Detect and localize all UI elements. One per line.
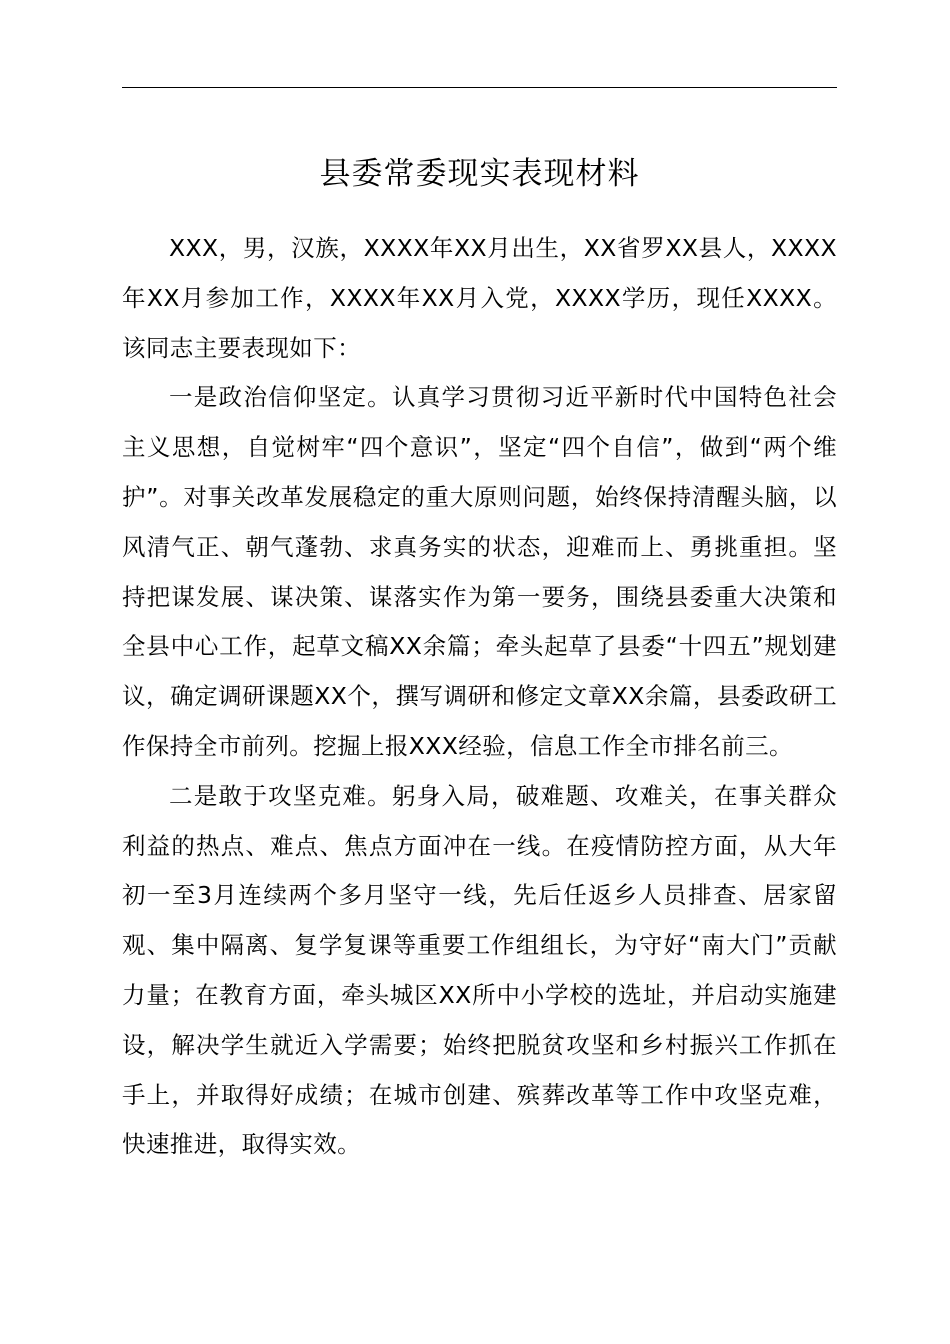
paragraph-overcoming-difficulties: 二是敢于攻坚克难。躬身入局，破难题、攻难关，在事关群众利益的热点、难点、焦点方面冲在一线。在疫情防控方面，从大年初一至3月连续两个多月坚守一线，先后任返乡人员排查、居家留观、集中隔离、复学复课等重要工作组组长，为守好“南大门”贡献力量；在教育方面，牵头城区XX所中小学校的选址，并启动实施建设，解决学生就近入学需要；始终把脱贫攻坚和乡村振兴工作抓在手上，并取得好成绩；在城市创建、殡葬改革等工作中攻坚克难，快速推进，取得实效。 bbox=[122, 781, 837, 1159]
paragraph-intro: XXX，男，汉族，XXXX年XX月出生，XX省罗XX县人，XXXX年XX月参加工作，XXXX年XX月入党，XXXX学历，现任XXXX。该同志主要表现如下： bbox=[122, 234, 837, 362]
document-title: 县委常委现实表现材料 bbox=[319, 156, 640, 192]
header-rule bbox=[122, 87, 837, 88]
paragraph-political-belief: 一是政治信仰坚定。认真学习贯彻习近平新时代中国特色社会主义思想，自觉树牢“四个意识”，坚定“四个自信”，做到“两个维护”。对事关改革发展稳定的重大原则问题，始终保持清醒头脑，以风清气正、朝气蓬勃、求真务实的状态，迎难而上、勇挑重担。坚持把谋发展、谋决策、谋落实作为第一要务，围绕县委重大决策和全县中心工作，起草文稿XX余篇；牵头起草了县委“十四五”规划建议，确定调研课题XX个，撰写调研和修定文章XX余篇，县委政研工作保持全市前列。挖掘上报XXX经验，信息工作全市排名前三。 bbox=[122, 383, 837, 760]
document-body bbox=[122, 224, 837, 1170]
